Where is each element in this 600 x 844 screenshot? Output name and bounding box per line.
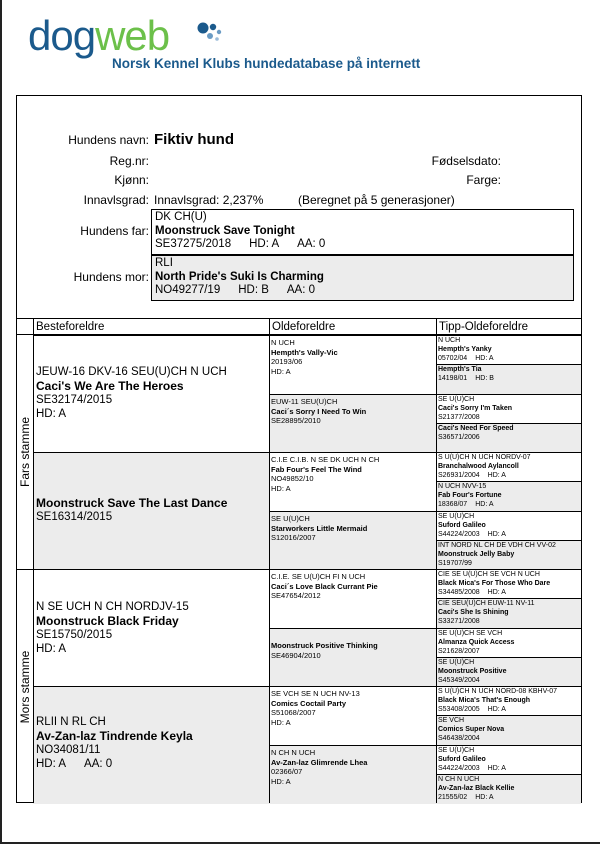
- sire-box[interactable]: [151, 209, 574, 255]
- great-great-grandparent-5[interactable]: S U(U)CH N UCH NORDV-07 Branchalwood Aylancoll S26931/2004 HD: A: [436, 452, 581, 481]
- dam-hd: HD: B: [238, 284, 269, 296]
- header-corner: [17, 319, 33, 335]
- great-great-grandparent-11[interactable]: SE U(U)CH SE VCH Almanza Quick Access S21628/2007: [436, 628, 581, 657]
- logo-wordmark: [28, 14, 169, 58]
- inbreeding-value: Innavlsgrad: 2,237%: [154, 193, 264, 207]
- logo-web-text: web: [95, 12, 170, 59]
- logo-dog-text: dog: [28, 12, 96, 59]
- dam-reg: NO49277/19: [155, 284, 221, 296]
- dam-label: Hundens mor:: [73, 270, 149, 284]
- dam-titles: RLI: [155, 257, 173, 269]
- dog-name: Fiktiv hund: [154, 131, 234, 148]
- sire-name: Moonstruck Save Tonight: [155, 224, 295, 237]
- birth-label: Fødselsdato:: [431, 154, 501, 168]
- header-great-grandparents: Oldeforeldre: [269, 319, 436, 335]
- grandparent-1[interactable]: JEUW-16 DKV-16 SEU(U)CH N UCH Caci's We Are The Heroes SE32174/2015 HD: A: [33, 335, 269, 452]
- dogweb-logo[interactable]: [28, 12, 421, 71]
- great-grandparent-3[interactable]: C.I.E C.I.B. N SE DK UCH N CH Fab Four's Feel The Wind NO49852/10 HD: A: [269, 452, 436, 511]
- great-grandparent-6[interactable]: Moonstruck Positive Thinking SE46904/2010: [269, 628, 436, 686]
- sex-label: Kjønn:: [114, 173, 149, 187]
- great-great-grandparent-13[interactable]: S U(U)CH N UCH NORD-08 KBHV-07 Black Mica's That's Enough S53408/2005 HD: A: [436, 686, 581, 715]
- great-great-grandparent-2[interactable]: Hempth's Tia 14198/01 HD: B: [436, 364, 581, 394]
- grandparent-2[interactable]: Moonstruck Save The Last Dance SE16314/2015: [33, 452, 269, 569]
- great-grandparent-1[interactable]: N UCH Hempth's Vally-Vic 20193/06 HD: A: [269, 335, 436, 394]
- pedigree-sheet: [16, 95, 582, 803]
- divider-side: [33, 319, 34, 803]
- pedigree-table: [17, 318, 581, 803]
- great-great-grandparent-3[interactable]: SE U(U)CH Caci's Sorry I'm Taken S21377/2008: [436, 394, 581, 423]
- divider-gen2: [269, 319, 270, 803]
- great-great-grandparent-14[interactable]: SE VCH Comics Super Nova S46438/2004: [436, 715, 581, 745]
- sire-hd: HD: A: [249, 238, 280, 250]
- logo-dots-icon: [196, 20, 226, 50]
- grandparent-4[interactable]: RLII N RL CH Av-Zan-laz Tindrende Keyla NO34081/11 HD: A AA: 0: [33, 686, 269, 804]
- great-great-grandparent-7[interactable]: SE U(U)CH Suford Galileo S44224/2003 HD: A: [436, 511, 581, 540]
- sire-aa: AA: 0: [297, 238, 326, 250]
- great-great-grandparent-4[interactable]: Caci's Need For Speed S36571/2006: [436, 423, 581, 452]
- great-grandparent-8[interactable]: N CH N UCH Av-Zan-laz Glimrende Lhea 02366/07 HD: A: [269, 745, 436, 804]
- great-great-grandparent-9[interactable]: CIE SE U(U)CH SE VCH N UCH Black Mica's For Those Who Dare S34485/2008 HD: A: [436, 569, 581, 598]
- sire-titles: DK CH(U): [155, 211, 207, 223]
- great-grandparent-7[interactable]: SE VCH SE N UCH NV-13 Comics Coctail Party S51068/2007 HD: A: [269, 686, 436, 745]
- great-great-grandparent-15[interactable]: SE U(U)CH Suford Galileo S44224/2003 HD: A: [436, 745, 581, 774]
- dam-aa: AA: 0: [286, 284, 316, 296]
- logo-subtitle: Norsk Kennel Klubs hundedatabase på internett: [112, 56, 421, 71]
- great-grandparent-5[interactable]: C.I.E. SE U(U)CH FI N UCH Caci´s Love Black Currant Pie SE47654/2012: [269, 569, 436, 628]
- great-grandparent-4[interactable]: SE U(U)CH Starworkers Little Mermaid S12016/2007: [269, 511, 436, 569]
- great-great-grandparent-10[interactable]: CIE SEU(U)CH EUW-11 NV-11 Caci's She Is Shining S33271/2008: [436, 598, 581, 628]
- great-great-grandparent-12[interactable]: SE U(U)CH Moonstruck Positive S45349/2004: [436, 657, 581, 686]
- reg-label: Reg.nr:: [109, 154, 149, 168]
- sire-reg: SE37275/2018: [155, 238, 232, 250]
- divider-gen3: [436, 319, 437, 803]
- great-great-grandparent-1[interactable]: N UCH Hempth's Yanky 05702/04 HD: A: [436, 335, 581, 364]
- header-grandparents: Besteforeldre: [33, 319, 269, 335]
- inbreeding-note: (Beregnet på 5 generasjoner): [298, 193, 455, 207]
- dam-side-label: Mors stamme: [17, 569, 33, 804]
- dam-box[interactable]: [151, 255, 574, 301]
- grandparent-3[interactable]: N SE UCH N CH NORDJV-15 Moonstruck Black Friday SE15750/2015 HD: A: [33, 569, 269, 686]
- color-label: Farge:: [466, 173, 501, 187]
- great-great-grandparent-16[interactable]: N CH N UCH Av-Zan-laz Black Kellie 21555/02 HD: A: [436, 774, 581, 804]
- great-grandparent-2[interactable]: EUW-11 SEU(U)CH Caci´s Sorry I Need To Win SE28895/2010: [269, 394, 436, 452]
- great-great-grandparent-6[interactable]: N UCH NVV-15 Fab Four's Fortune 18368/07 HD: A: [436, 481, 581, 511]
- sire-label: Hundens far:: [80, 224, 149, 238]
- name-label: Hundens navn:: [68, 133, 149, 147]
- inbreeding-label: Innavlsgrad:: [83, 193, 149, 207]
- dam-name: North Pride's Suki Is Charming: [155, 270, 324, 283]
- header-great-great-grandparents: Tipp-Oldeforeldre: [436, 319, 581, 335]
- sire-side-label: Fars stamme: [18, 416, 32, 488]
- great-great-grandparent-8[interactable]: INT NORD NL CH DE VDH CH VV-02 Moonstruck Jelly Baby S19707/99: [436, 540, 581, 569]
